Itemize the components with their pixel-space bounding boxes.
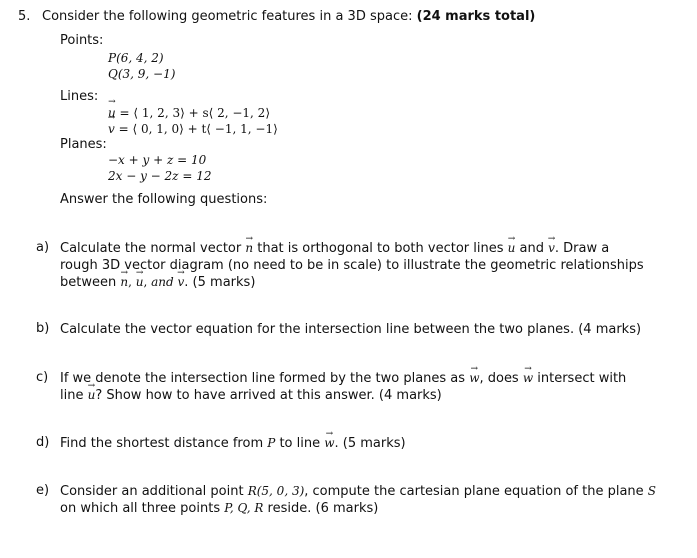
- part-e-letter: e): [36, 483, 50, 498]
- part-b-letter: b): [36, 321, 50, 336]
- n-vector-symbol: → n: [120, 274, 128, 291]
- point-p: P(6, 4, 2): [108, 51, 164, 65]
- points-pqr: P, Q, R: [224, 501, 264, 515]
- points-label: Points:: [60, 33, 104, 48]
- part-e-text: [60, 483, 680, 517]
- part-d-t1: Find the shortest distance from: [60, 436, 268, 451]
- intro-text: Consider the following geometric features in a 3D space:: [42, 9, 413, 24]
- v-vector-symbol: → v: [178, 274, 185, 291]
- part-d-t2: to line: [275, 436, 325, 451]
- u-vector-symbol: → u: [88, 387, 96, 404]
- question-intro: [42, 9, 535, 24]
- part-a-t5: rough 3D vector diagram (no need to be in scale) to illustrate the geometric relationships: [60, 258, 644, 273]
- point-r: R(5, 0, 3): [247, 484, 305, 498]
- point-p-symbol: P: [267, 436, 276, 450]
- part-a-t3: and: [515, 241, 549, 256]
- w-vector-symbol: → w: [523, 370, 533, 387]
- line-u-text: = ⟨ 1, 2, 3⟩ + s⟨ 2, −1, 2⟩: [115, 106, 270, 120]
- part-d-t3: . (5 marks): [334, 436, 406, 451]
- part-c-text: [60, 370, 680, 404]
- u-vector-symbol: → u: [136, 274, 144, 291]
- part-c-t5: ? Show how to have arrived at this answer. (4 marks): [95, 388, 442, 403]
- part-c-t1: If we denote the intersection line formed by the two planes as: [60, 371, 470, 386]
- part-a-t6: between: [60, 275, 121, 290]
- part-a-letter: a): [36, 240, 50, 255]
- w-vector-symbol: → w: [324, 435, 334, 452]
- part-c-letter: c): [36, 370, 49, 385]
- plane-s-symbol: S: [647, 484, 657, 498]
- part-c-t3: intersect with: [533, 371, 627, 386]
- answer-prompt: Answer the following questions:: [60, 192, 268, 207]
- w-vector-symbol: → w: [469, 370, 479, 387]
- plane-2-equation: 2x − y − 2z = 12: [108, 169, 212, 183]
- part-b-text: Calculate the vector equation for the intersection line between the two planes. (4 marks): [60, 322, 642, 337]
- part-d-letter: d): [36, 435, 50, 450]
- planes-label: Planes:: [60, 137, 107, 152]
- v-vector-symbol: → v: [108, 122, 115, 136]
- part-e-t1: Consider an additional point: [60, 484, 248, 499]
- part-c-t4: line: [60, 388, 88, 403]
- n-vector-symbol: → n: [245, 240, 253, 257]
- part-a-t7: . (5 marks): [184, 275, 256, 290]
- lines-label: Lines:: [60, 89, 99, 104]
- plane-1-equation: −x + y + z = 10: [108, 153, 207, 167]
- part-e-t2: , compute the cartesian plane equation of the plane: [304, 484, 648, 499]
- v-vector-symbol: → v: [548, 240, 555, 257]
- part-a-text: Calculate the normal vector → n that is orthogonal to both vector lines → u and → v. Draw a rough 3D vector diagram (no need to be in scale) to illustrate the geometric relationships between → n, → u, and → v. (5 marks): [60, 240, 680, 291]
- line-v-text: = ⟨ 0, 1, 0⟩ + t⟨ −1, 1, −1⟩: [114, 122, 278, 136]
- part-a-t4: . Draw a: [554, 241, 610, 256]
- line-v-equation: [108, 122, 278, 136]
- u-vector-symbol: → u: [508, 240, 516, 257]
- part-c-t2: , does: [479, 371, 523, 386]
- u-vector-symbol: → u: [108, 106, 116, 120]
- line-u-equation: [108, 106, 270, 120]
- part-a-t2: that is orthogonal to both vector lines: [253, 241, 508, 256]
- question-number: 5.: [18, 9, 31, 24]
- point-q: Q(3, 9, −1): [108, 67, 176, 81]
- marks-total: (24 marks total): [416, 9, 536, 24]
- and-word: and: [151, 275, 174, 289]
- part-e-t3: on which all three points: [60, 501, 225, 516]
- part-d-text: [60, 435, 680, 452]
- part-e-t4: reside. (6 marks): [263, 501, 379, 516]
- part-a-t1: Calculate the normal vector: [60, 241, 246, 256]
